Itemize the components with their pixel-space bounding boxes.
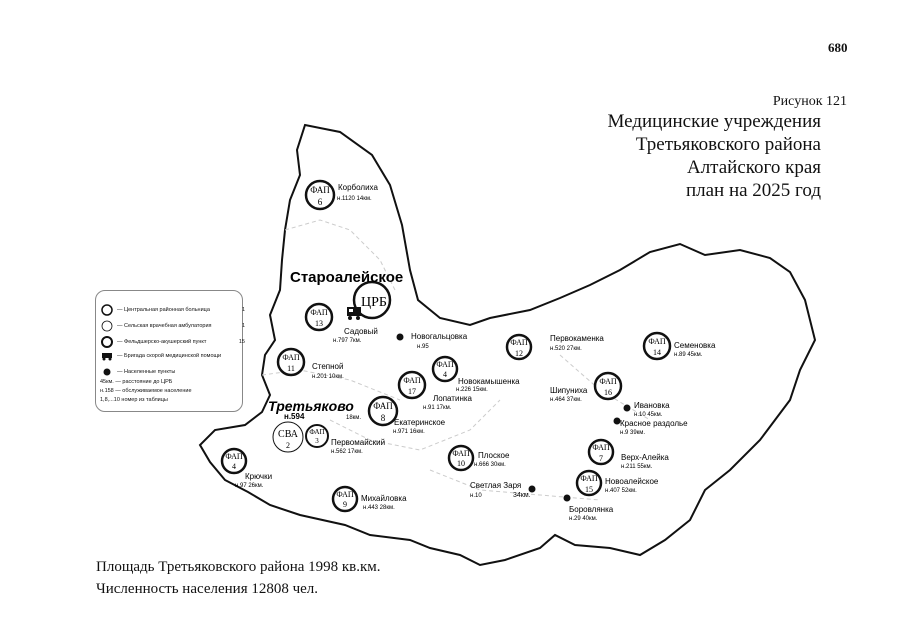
- facility-num: 13: [315, 319, 323, 328]
- sva-circle-icon: [100, 321, 114, 331]
- settlement-name: Михайловка: [361, 494, 407, 503]
- facility-kind: ФАП: [580, 474, 598, 483]
- facility-marker[interactable]: [577, 471, 601, 495]
- settlement-info: н.10 45км.: [634, 412, 663, 418]
- settlement-dot-icon: [397, 334, 404, 341]
- facility-kind: ФАП: [225, 452, 243, 461]
- settlement-name: Новогальцовка: [411, 332, 468, 341]
- facility-num: 12: [515, 349, 523, 358]
- legend-text: — Центральная районная больница: [117, 307, 210, 313]
- settlement-info: н.443 28км.: [363, 505, 395, 511]
- region-label-tretyakovo: Третьяково: [268, 398, 354, 414]
- population-text: Численность населения 12808 чел.: [96, 581, 319, 597]
- settlement-dot-icon: [564, 495, 571, 502]
- ambulance-icon: [100, 351, 114, 361]
- settlement-name: Светлая Заря: [470, 481, 522, 490]
- facility-num: 6: [317, 197, 323, 207]
- settlement-name: Боровлянка: [569, 505, 614, 514]
- settlement-name: Корболиха: [338, 183, 378, 192]
- settlement-info: н.211 55км.: [621, 464, 653, 470]
- facility-kind: ФАП: [309, 428, 325, 436]
- settlement-info: н.562 17км.: [331, 449, 363, 455]
- settlement-info: н.520 27км.: [550, 346, 582, 352]
- ambulance-icon: [347, 307, 361, 320]
- settlement-info: н.1120 14км.: [337, 196, 372, 202]
- legend-note-text: 45км. — расстояние до ЦРБ: [100, 379, 173, 385]
- title-line: план на 2025 год: [685, 180, 821, 201]
- facility-kind: ФАП: [436, 360, 454, 369]
- settlement-name: Новокамышенка: [458, 377, 520, 386]
- facility-marker[interactable]: [433, 357, 457, 381]
- legend-count: 1: [241, 323, 245, 329]
- facility-marker[interactable]: [589, 440, 613, 464]
- facility-marker[interactable]: [222, 449, 246, 473]
- facility-num: 4: [443, 370, 447, 379]
- legend-item: [100, 321, 245, 331]
- facility-num: 3: [315, 437, 319, 445]
- legend-item: [100, 351, 235, 361]
- settlement-dot-icon: [100, 367, 114, 377]
- legend-note: [100, 397, 168, 403]
- legend-note: [100, 379, 172, 385]
- region-distance: 18км.: [346, 415, 362, 421]
- facility-marker[interactable]: [333, 487, 357, 511]
- crb-circle-icon: [100, 305, 114, 315]
- facility-kind: ФАП: [310, 185, 330, 195]
- facility-num: 17: [408, 387, 416, 396]
- facility-num: 4: [232, 462, 236, 471]
- facility-kind: ФАП: [282, 353, 300, 362]
- settlement-name: Красное раздолье: [620, 419, 688, 428]
- facility-kind: ФАП: [373, 401, 393, 411]
- area-text: Площадь Третьяковского района 1998 кв.км.: [96, 559, 381, 575]
- settlement-info: н.464 37км.: [550, 397, 582, 403]
- title-line: Алтайского края: [686, 157, 821, 178]
- facility-marker[interactable]: [273, 422, 303, 452]
- facility-kind: ФАП: [310, 308, 328, 317]
- legend-note-text: н.158 — обслуживаемое население: [100, 388, 192, 394]
- settlement-info: н.9 39км.: [620, 430, 646, 436]
- facility-marker[interactable]: [595, 373, 621, 399]
- settlement-info: н.91 17км.: [423, 405, 452, 411]
- page-number: 680: [828, 40, 848, 55]
- settlement-name: Лопатинка: [433, 394, 472, 403]
- region-population: н.594: [284, 412, 305, 421]
- facility-marker[interactable]: [644, 333, 670, 359]
- settlement-name: Садовый: [344, 327, 378, 336]
- facility-num: 2: [286, 441, 290, 450]
- title-line: Медицинские учреждения: [607, 111, 821, 132]
- settlement-name: Семеновка: [674, 341, 716, 350]
- facility-kind: ФАП: [336, 490, 354, 499]
- facility-num: 16: [604, 388, 612, 397]
- facility-kind: СВА: [278, 429, 298, 440]
- facility-kind: ФАП: [592, 443, 610, 452]
- settlement-info: н.89 45км.: [674, 352, 703, 358]
- facility-kind: ФАП: [648, 337, 666, 346]
- settlement-info: н.97 26км.: [235, 483, 264, 489]
- settlement-name: Степной: [312, 362, 344, 371]
- map-legend: [95, 290, 243, 412]
- facility-num: 9: [343, 500, 347, 509]
- facility-marker[interactable]: [507, 335, 531, 359]
- settlement-name: Плоское: [478, 451, 510, 460]
- settlement-dot-icon: [624, 405, 631, 412]
- legend-text: — Сельская врачебная амбулатория: [117, 323, 212, 329]
- facility-kind: ФАП: [510, 338, 528, 347]
- settlement-distance: 34км.: [513, 492, 531, 499]
- facility-marker[interactable]: [306, 181, 334, 209]
- facility-marker[interactable]: [306, 425, 328, 447]
- title-line: Третьяковского района: [635, 134, 821, 155]
- facility-marker[interactable]: [306, 304, 332, 330]
- fap-circle-icon: [100, 337, 114, 347]
- facility-num: 8: [380, 413, 386, 423]
- settlement-name: Шипуниха: [550, 386, 588, 395]
- legend-text: — Бригада скорой медицинской помощи: [117, 353, 222, 359]
- settlement-info: н.10: [470, 493, 482, 499]
- facility-kind: ФАП: [403, 376, 421, 385]
- settlement-info: н.201 10км.: [312, 374, 344, 380]
- facility-marker[interactable]: [278, 349, 304, 375]
- legend-note-text: 1,8,...10 номер из таблицы: [100, 397, 168, 403]
- facility-marker[interactable]: [369, 397, 397, 425]
- legend-text: — Фельдшерско-акушерский пункт: [117, 339, 207, 345]
- map-footer: [96, 556, 381, 600]
- facility-num: 14: [653, 348, 661, 357]
- settlement-info: н.971 16км.: [393, 429, 425, 435]
- facility-num: 7: [599, 454, 603, 463]
- facility-kind: ФАП: [599, 377, 617, 386]
- settlement-name: Крючки: [245, 472, 273, 481]
- settlement-info: н.226 15км.: [456, 387, 488, 393]
- settlement-info: н.797 7км.: [333, 338, 362, 344]
- settlement-info: н.666 30км.: [474, 462, 506, 468]
- legend-count: 15: [238, 339, 245, 345]
- legend-item: [100, 367, 235, 377]
- settlement-name: Екатеринское: [394, 418, 446, 427]
- facility-num: 11: [287, 364, 295, 373]
- facility-kind: ЦРБ: [361, 295, 387, 310]
- facility-kind: ФАП: [452, 449, 470, 458]
- region-label-staroaleyskoe: Староалейское: [290, 269, 404, 286]
- settlement-name: Новоалейское: [605, 477, 659, 486]
- facility-marker[interactable]: [449, 446, 473, 470]
- legend-text: — Населенные пункты: [117, 369, 176, 375]
- facility-marker[interactable]: [399, 372, 425, 398]
- settlement-name: Первомайский: [331, 438, 386, 447]
- settlement-info: н.29 40км.: [569, 516, 598, 522]
- facility-num: 15: [585, 485, 593, 494]
- legend-note: [100, 388, 192, 394]
- legend-item: [100, 337, 245, 347]
- settlement-info: н.407 52км.: [605, 488, 637, 494]
- settlement-name: Первокаменка: [550, 334, 604, 343]
- facility-num: 10: [457, 459, 465, 468]
- settlement-name: Верх-Алейка: [621, 453, 669, 462]
- settlement-info: н.95: [417, 344, 429, 350]
- legend-item: [100, 305, 245, 315]
- legend-count: 1: [241, 307, 245, 313]
- settlement-name: Ивановка: [634, 401, 670, 410]
- figure-label: Рисунок 121: [772, 94, 847, 109]
